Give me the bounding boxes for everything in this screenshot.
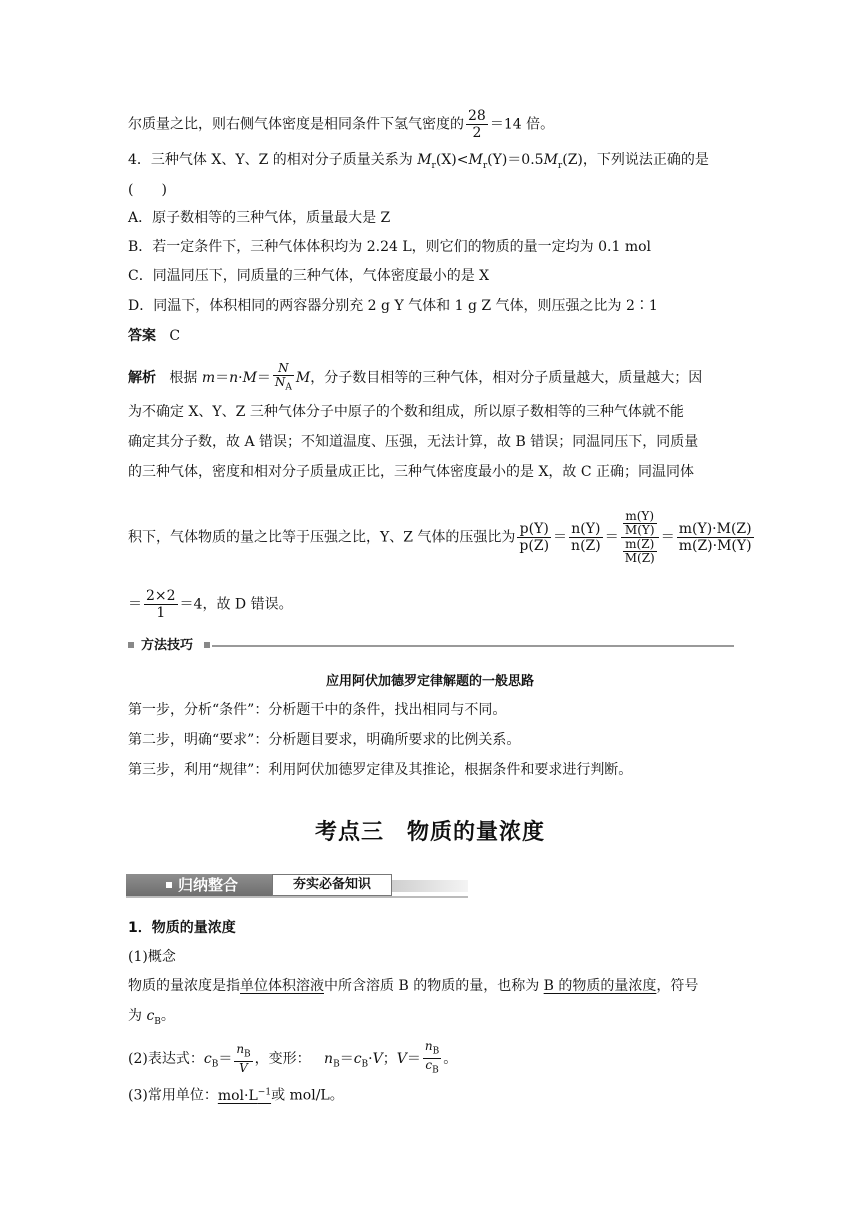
fraction-28-2 [466,108,488,141]
text: ＝ [553,529,568,546]
method-step-1: 第一步，分析“条件”：分析题干中的条件，找出相同与不同。 [128,702,507,718]
fraction-complex [621,510,659,565]
analysis-line-6 [128,588,293,621]
analysis-line-3: 确定其分子数，故 A 错误；不知道温度、压强，无法计算，故 B 错误；同温同压下，同质量 [128,434,699,450]
text: · [238,370,243,387]
text: (2)表达式： [128,1050,204,1067]
fraction-nb-v [234,1043,252,1075]
text: ＝ [660,529,675,546]
square-bullet-icon [128,642,134,648]
frac-den [621,538,659,565]
definition-line-1 [128,976,698,996]
text: ＝ [128,596,142,613]
frac-num: n(Y) [569,521,603,538]
answer-label: 答案 [128,328,156,344]
text: ，变形： [254,1050,311,1067]
frac-den: $c_B$ [425,1058,439,1076]
symbol: M [468,152,483,168]
frac-den: 1 [156,605,166,621]
method-step-3: 第三步，利用“规律”：利用阿伏加德罗定律及其推论，根据条件和要求进行判断。 [128,762,633,778]
divider [212,645,734,647]
answer-line [128,326,180,346]
question-4-paren: ( ) [128,182,167,198]
text: (Z)，下列说法正确的是 [562,152,709,168]
text: ＝14 倍。 [489,116,555,133]
sub: r [482,160,488,171]
underlined-term: B 的物质的量浓度 [543,978,657,994]
option-b: B．若一定条件下，三种气体体积均为 2.24 L，则它们的物质的量一定均为 0.1 mol [128,239,652,255]
text: ＝ [215,370,230,387]
analysis-line-4: 的三种气体，密度和相对分子质量成正比，三种气体密度最小的是 X，故 C 正确；同温同体 [128,464,695,480]
text: ，符号 [656,978,699,994]
frac-den [273,376,294,394]
frac-num: N [273,362,294,376]
text: (X)< [435,152,469,168]
frac-den: M(Y) [624,523,655,537]
fraction-mm [677,521,754,554]
inner-fraction [623,510,657,537]
text: mol·L [217,1087,258,1104]
square-bullet-icon [166,882,172,888]
banner-underline [126,896,468,898]
text: 为 [128,1008,147,1024]
analysis-label: 解析 [128,370,156,387]
subheading-concept: (1)概念 [128,949,176,965]
square-bullet-icon [204,642,210,648]
text: 。 [160,1008,175,1024]
fraction-n-na [273,362,294,394]
underlined-term: 单位体积溶液 [240,978,324,994]
text: 4．三种气体 X、Y、Z 的相对分子质量关系为 [128,152,418,168]
frac-den: p(Z) [519,538,550,554]
banner-left-label: 归纳整合 [178,876,239,894]
frac-den: 2 [472,125,482,141]
text: ，分子数目相等的三种气体，相对分子质量越大，质量越大；因 [310,370,703,387]
frac-num: m(Y) [623,510,657,524]
symbol: n [229,370,239,387]
fraction-2x2-1 [144,588,178,621]
answer-value: C [169,328,181,344]
underlined-unit [218,1088,271,1104]
sub: r [431,160,436,171]
analysis-line-5 [128,510,756,565]
method-title: 应用阿伏加德罗定律解题的一般思路 [325,674,534,689]
symbol: m [201,370,216,387]
analysis-line-1 [128,362,702,394]
symbol: M [242,370,257,387]
method-tips-bar [128,636,734,656]
section-banner [126,872,468,898]
sub: A [285,382,292,393]
frac-num: $n_B$ [423,1040,441,1059]
text: ＝ [256,370,271,387]
sup: −1 [257,1087,272,1097]
frac-den: M(Z) [624,551,655,565]
option-d: D．同温下，体积相同的两容器分别充 2 g Y 气体和 1 g Z 气体，则压强之比为 2∶1 [128,298,658,314]
section-title: 考点三 物质的量浓度 [314,820,545,845]
definition-line-2 [128,1006,175,1032]
text: (3)常用单位： [128,1087,218,1104]
text: 或 mol/L。 [271,1087,344,1104]
banner-dark [126,874,272,896]
frac-num: 28 [468,108,486,124]
symbol: N [274,375,286,389]
text: (Y)＝0.5 [487,152,544,168]
symbol: M [417,152,432,168]
text: ＝4，故 D 错误。 [179,596,293,613]
question-4-stem [128,150,709,176]
unit-line [128,1082,344,1106]
text: 中所含溶质 B 的物质的量，也称为 [324,978,544,994]
text: 物质的量浓度是指 [128,978,240,994]
frac-num: p(Y) [517,521,551,538]
banner-right-label: 夯实必备知识 [272,874,392,896]
analysis-line-2: 为不确定 X、Y、Z 三种气体分子中原子的个数和组成，所以原子数相等的三种气体就不能 [128,404,684,420]
paragraph-carryover [128,108,554,141]
frac-num: m(Y)·M(Z) [678,521,752,537]
option-a: A．原子数相等的三种气体，质量最大是 Z [128,210,391,226]
frac-num: $n_B$ [234,1043,252,1062]
frac-num: 2×2 [146,588,176,604]
inner-fraction [623,538,657,565]
banner-tail [392,880,468,892]
text: 根据 [169,370,202,387]
text: 尔质量之比，则右侧气体密度是相同条件下氢气密度的 [128,116,464,133]
sub: r [557,160,563,171]
symbol: c [146,1008,155,1024]
expression-line: (2)表达式：$c_B=$ $\frac{n_B}{V}$ ，变形： $n_B=c_B\cdot V$；V＝ $\frac{n_B}{c_B}$ 。 [128,1039,458,1076]
heading-1: 1．物质的量浓度 [128,920,236,936]
frac-den: n(Z) [571,538,601,554]
text: 积下，气体物质的量之比等于压强之比，Y、Z 气体的压强比为 [128,529,516,546]
option-c: C．同温同压下，同质量的三种气体，气体密度最小的是 X [128,268,490,284]
fraction-p [517,521,551,554]
symbol: M [543,152,558,168]
symbol: M [295,370,311,387]
method-label: 方法技巧 [141,638,194,653]
frac-den: m(Z)·M(Y) [678,538,752,554]
method-step-2: 第二步，明确“要求”：分析题目要求，明确所要求的比例关系。 [128,732,521,748]
frac-den: V [239,1061,248,1076]
fraction-nb-cb [423,1040,441,1078]
fraction-n [569,521,603,554]
frac-num: m(Z) [623,538,657,552]
frac-num [621,510,659,538]
text: ＝ [604,529,619,546]
sub: B [154,1016,161,1027]
